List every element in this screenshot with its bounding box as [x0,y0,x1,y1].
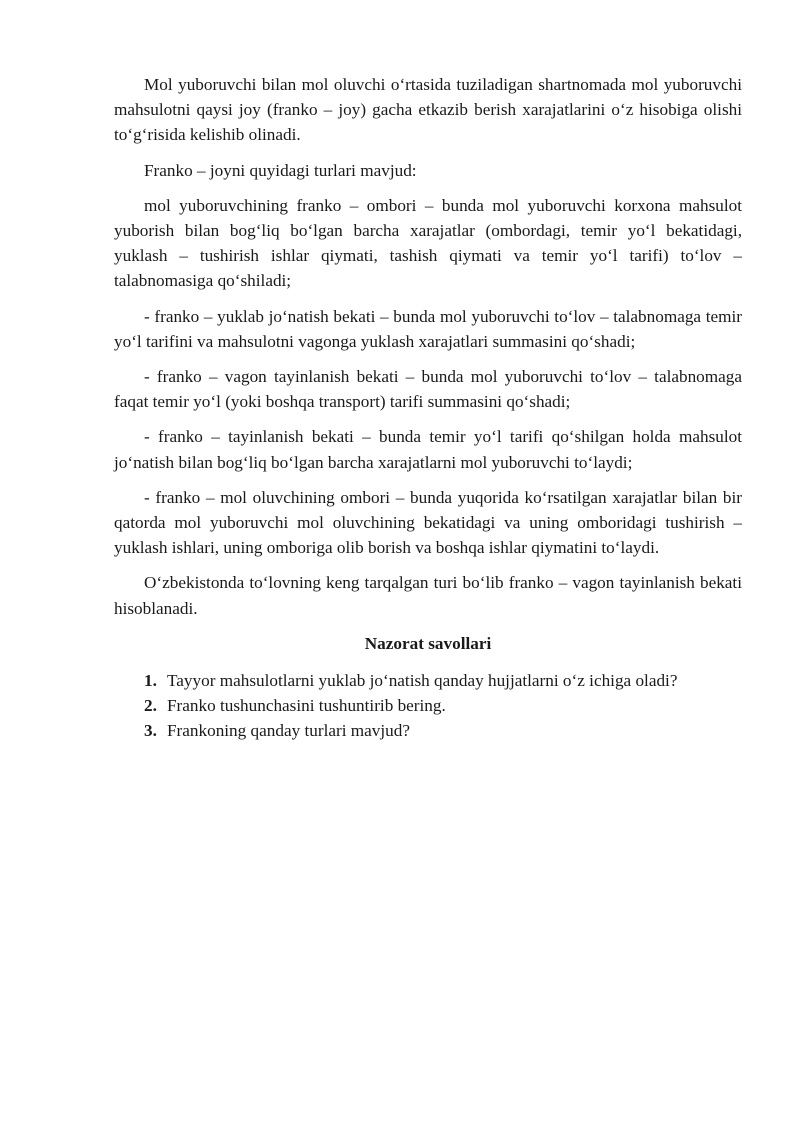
question-item [114,668,742,693]
paragraph-franko-mol-oluvchi: - franko – mol oluvchining ombori – bunda yuqorida ko‘rsatilgan xarajatlar bilan bir qatorda mol yuboruvchi mol oluvchining bekatidagi va uning omboridagi tushirish – yuklash ishlari, uning omboriga olib borish va boshqa ishlar qiymatini to‘laydi. [114,487,742,558]
paragraph-franko-tayinlanish: - franko – tayinlanish bekati – bunda temir yo‘l tarifi qo‘shilgan holda mahsulot jo‘natish bilan bog‘liq bo‘lgan barcha xarajatlarni mol yuboruvchi to‘laydi; [114,427,742,472]
question-text: Frankoning qanday turlari mavjud? [167,721,410,741]
question-number: 2. [144,696,157,716]
paragraph-franko-ombori: mol yuboruvchining franko – ombori – bunda mol yuboruvchi korxona mahsulot yuborish bilan bog‘liq bo‘lgan barcha xarajatlar (ombordagi, temir yo‘l bekatidagi, yuklash – tushirish ishlar qiymati, tashish qiymati va temir yo‘l tarifi) to‘lov – talabnomasiga qo‘shiladi; [114,195,742,291]
question-item [114,693,742,718]
questions-list [114,668,742,744]
paragraph-franko-vagon: - franko – vagon tayinlanish bekati – bunda mol yuboruvchi to‘lov – talabnomaga faqat temir yo‘l (yoki boshqa transport) tarifi summasini qo‘shadi; [114,367,742,412]
question-text: Franko tushunchasini tushuntirib bering. [167,696,446,716]
paragraph-conclusion: O‘zbekistonda to‘lovning keng tarqalgan turi bo‘lib franko – vagon tayinlanish bekati hisoblanadi. [114,573,742,618]
paragraph-types-lead: Franko – joyni quyidagi turlari mavjud: [144,160,417,180]
question-number: 1. [144,670,157,690]
question-number: 3. [144,721,157,741]
paragraph-intro: Mol yuboruvchi bilan mol oluvchi o‘rtasida tuziladigan shartnomada mol yuboruvchi mahsulotni qaysi joy (franko – joy) gacha etkazib berish xarajatlarini o‘z hisobiga olishi to‘g‘risida kelishib olinadi. [114,75,742,145]
section-heading: Nazorat savollari [364,633,492,653]
paragraph-franko-yuklab: - franko – yuklab jo‘natish bekati – bunda mol yuboruvchi to‘lov – talabnomaga temir yo‘l tarifini va mahsulotni vagonga yuklash xarajatlari summasini qo‘shadi; [114,306,742,351]
question-text: Tayyor mahsulotlarni yuklab jo‘natish qanday hujjatlarni o‘z ichiga oladi? [167,670,678,690]
document-page [114,72,742,743]
question-item [114,718,742,743]
